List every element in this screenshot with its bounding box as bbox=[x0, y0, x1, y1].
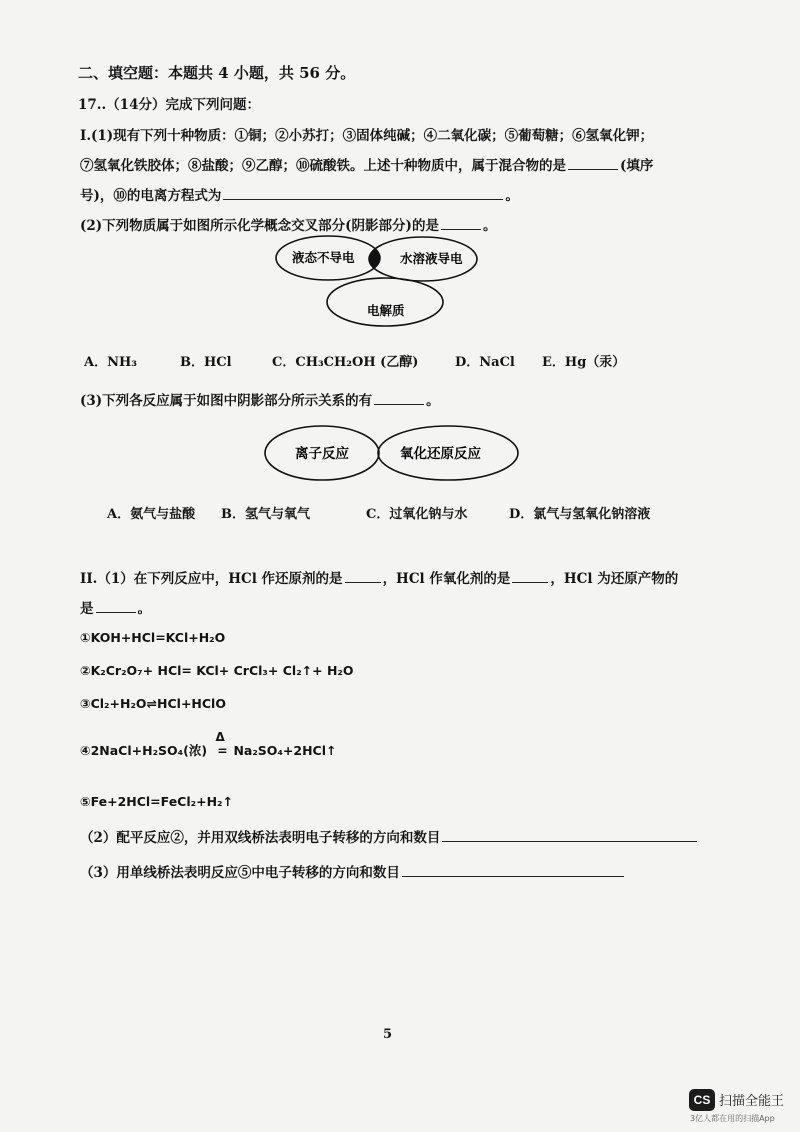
q3-prompt-text: (3)下列各反应属于如图中阴影部分所示关系的有 bbox=[80, 393, 373, 409]
reaction-5: ⑤Fe+2HCl=FeCl₂+H₂↑ bbox=[80, 794, 233, 809]
reducing-agent-blank[interactable] bbox=[345, 569, 381, 583]
q1-line-2-tail: (填序 bbox=[620, 158, 654, 174]
camscanner-logo: CS bbox=[689, 1089, 715, 1111]
q3-option-b: B．氢气与氧气 bbox=[221, 507, 310, 522]
q1-line-2-text: ⑦氢氧化铁胶体；⑧盐酸；⑨乙醇；⑩硫酸铁。上述十种物质中，属于混合物的是 bbox=[80, 158, 566, 174]
q1-line-2 bbox=[80, 154, 653, 174]
q2-prompt-text: (2)下列物质属于如图所示化学概念交叉部分(阴影部分)的是 bbox=[80, 218, 439, 234]
single-bridge-blank[interactable] bbox=[402, 863, 624, 877]
part2-intro-line-2 bbox=[80, 597, 151, 617]
question-17-header: 17..（14分）完成下列问题： bbox=[78, 97, 260, 113]
venn-diagram-reactions bbox=[260, 421, 525, 485]
venn2-right-label: 氧化还原反应 bbox=[400, 446, 481, 462]
venn1-bottom-ellipse bbox=[327, 278, 443, 326]
q3-option-a: A．氨气与盐酸 bbox=[107, 507, 196, 522]
part2-intro-text-1: II.（1）在下列反应中，HCl 作还原剂的是 bbox=[80, 571, 343, 587]
q2-option-c: C．CH₃CH₂OH (乙醇) bbox=[272, 355, 419, 370]
part2-intro-text-2: ，HCl 作氧化剂的是 bbox=[382, 571, 511, 587]
part2-q3 bbox=[80, 861, 626, 881]
section-title: 二、填空题：本题共 4 小题，共 56 分。 bbox=[78, 64, 356, 82]
ionization-equation-blank[interactable] bbox=[223, 186, 503, 200]
q2-option-e: E．Hg（汞） bbox=[542, 355, 626, 370]
venn1-right-label: 水溶液导电 bbox=[400, 251, 463, 266]
reaction-2: ②K₂Cr₂O₇+ HCl= KCl+ CrCl₃+ Cl₂↑+ H₂O bbox=[80, 663, 354, 678]
oxidizing-agent-blank[interactable] bbox=[512, 569, 548, 583]
reduction-product-blank[interactable] bbox=[96, 599, 136, 613]
q1-line-3-tail: 。 bbox=[505, 188, 519, 204]
reaction-3: ③Cl₂+H₂O⇌HCl+HClO bbox=[80, 696, 226, 711]
part2-q2-text: （2）配平反应②，并用双线桥法表明电子转移的方向和数目 bbox=[80, 830, 441, 846]
q2-option-d: D．NaCl bbox=[455, 355, 515, 370]
q3-option-d: D．氯气与氢氧化钠溶液 bbox=[509, 507, 651, 522]
heat-symbol: Δ bbox=[215, 730, 225, 744]
venn1-left-label: 液态不导电 bbox=[292, 250, 355, 265]
q2-answer-blank[interactable] bbox=[441, 216, 481, 230]
q2-prompt-tail: 。 bbox=[482, 218, 497, 234]
double-bridge-blank[interactable] bbox=[442, 828, 697, 842]
part2-intro-text-4: 是 bbox=[80, 601, 94, 617]
page-number: 5 bbox=[383, 1027, 393, 1042]
q3-prompt bbox=[80, 389, 440, 409]
part2-intro-text-5: 。 bbox=[137, 601, 151, 617]
q3-prompt-tail: 。 bbox=[426, 393, 440, 409]
camscanner-tagline: 3亿人都在用的扫描App bbox=[690, 1114, 775, 1123]
reaction-4 bbox=[80, 730, 337, 759]
q3-option-c: C．过氧化钠与水 bbox=[366, 507, 468, 522]
reaction-1: ①KOH+HCl=KCl+H₂O bbox=[80, 630, 226, 645]
mixture-answer-blank[interactable] bbox=[568, 156, 618, 170]
q2-option-b: B．HCl bbox=[180, 355, 232, 370]
venn2-left-label: 离子反应 bbox=[295, 446, 349, 462]
reaction-4-products: Na₂SO₄+2HCl↑ bbox=[233, 743, 337, 758]
venn1-bottom-label: 电解质 bbox=[367, 303, 405, 318]
part2-intro-text-3: ，HCl 为还原产物的 bbox=[550, 571, 679, 587]
heat-arrow: Δ = bbox=[215, 730, 228, 758]
reaction-4-reactants: ④2NaCl+H₂SO₄(浓) bbox=[80, 743, 212, 758]
q2-prompt bbox=[80, 214, 496, 234]
q1-line-3-text: 号)，⑩的电离方程式为 bbox=[80, 188, 222, 204]
venn-diagram-electrolyte bbox=[270, 232, 510, 332]
part2-q2 bbox=[80, 826, 699, 846]
q3-answer-blank[interactable] bbox=[374, 391, 424, 405]
camscanner-name: 扫描全能王 bbox=[719, 1094, 785, 1109]
part2-q3-text: （3）用单线桥法表明反应⑤中电子转移的方向和数目 bbox=[80, 865, 400, 881]
q2-option-a: A．NH₃ bbox=[84, 355, 137, 370]
q1-line-3 bbox=[80, 184, 519, 204]
part2-intro-line-1 bbox=[80, 567, 678, 587]
q1-line-1: I.(1)现有下列十种物质：①铜；②小苏打；③固体纯碱；④二氧化碳；⑤葡萄糖；⑥氢氧化钾； bbox=[80, 128, 654, 144]
